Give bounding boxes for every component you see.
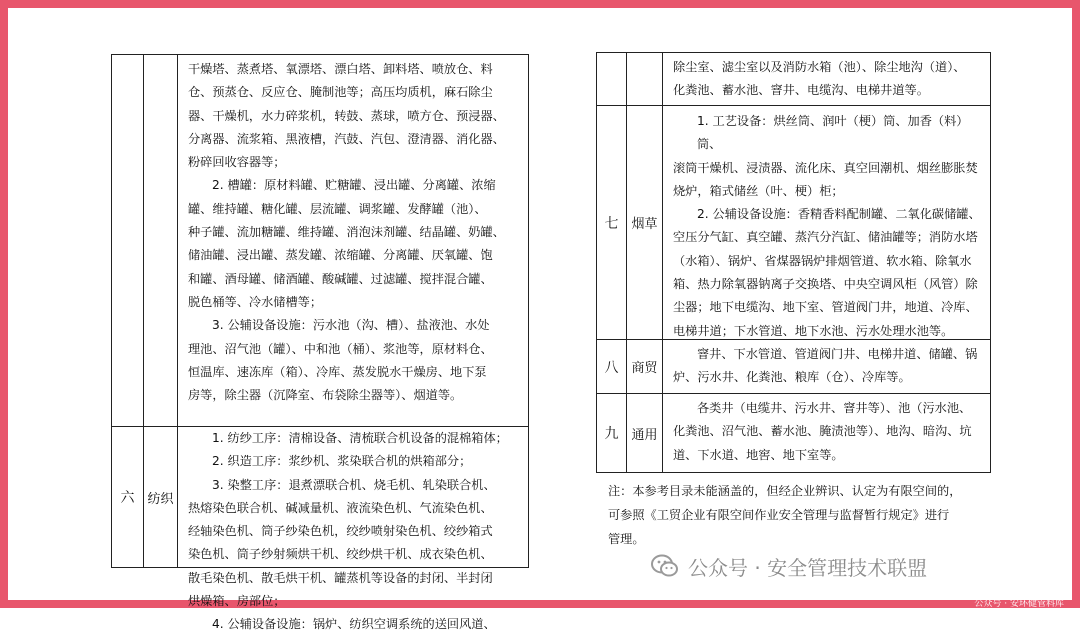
row-label-cell <box>627 106 663 339</box>
content-line: 恒温库、速冻库（箱）、冷库、蒸发脱水干燥房、地下泵 <box>188 364 487 379</box>
row-number: 六 <box>120 490 135 506</box>
content-line: 烧炉，箱式储丝（叶、梗）柜； <box>673 183 844 198</box>
content-line: 窨井、下水管道、管道阀门井、电梯井道、储罐、锅 <box>697 347 978 361</box>
content-line: 滚筒干燥机、浸渍器、流化床、真空回潮机、烟丝膨胀焚 <box>673 160 978 175</box>
row-number-cell <box>597 53 627 105</box>
content-line: 粉碎回收容器等； <box>188 155 286 170</box>
content-line: 房等，除尘器（沉降室、布袋除尘器等）、烟道等。 <box>188 388 463 403</box>
table-row-general <box>597 394 990 472</box>
row-label-cell <box>144 55 178 426</box>
content-line: 理池、沼气池（罐）、中和池（桶）、浆池等，原材料仓、 <box>188 341 493 356</box>
content-line: 2. 公辅设备设施：香精香料配制罐、二氧化碳储罐、 <box>697 207 981 222</box>
content-line: 化粪池、沼气池、蓄水池、腌渍池等）、地沟、暗沟、坑 <box>673 424 972 439</box>
left-table <box>111 54 529 632</box>
table-row <box>112 55 528 427</box>
content-line: 脱色桶等、冷水储槽等； <box>188 294 323 309</box>
row-label: 烟草 <box>631 217 658 232</box>
row-number: 九 <box>604 426 619 442</box>
row-label: 商贸 <box>631 361 658 376</box>
row-number: 七 <box>604 215 619 232</box>
content-line: 除尘室、滤尘室以及消防水箱（池）、除尘地沟（道）、 <box>673 60 966 74</box>
content-line: 分离器、流浆箱、黑液槽，汽鼓、汽包、澄清器、消化器、 <box>188 131 505 146</box>
row-content <box>178 427 528 632</box>
content-line: 和罐、酒母罐、储酒罐、酸碱罐、过滤罐、搅拌混合罐、 <box>188 271 493 286</box>
content-line: 热熔染色联合机、碱减量机、液流染色机、气流染色机、 <box>188 500 493 515</box>
content-line: 干燥塔、蒸煮塔、氧漂塔、漂白塔、卸料塔、喷放仓、料 <box>188 62 493 76</box>
row-label: 通用 <box>631 427 658 443</box>
wechat-icon <box>650 551 680 581</box>
content-line: 经轴染色机、筒子纱染色机，绞纱喷射染色机、绞纱箱式 <box>188 524 493 539</box>
content-line: 储油罐、浸出罐、蒸发罐、浓缩罐、分离罐、厌氧罐、饱 <box>188 248 493 263</box>
row-number-cell <box>112 55 144 426</box>
content-line: 4. 公辅设备设施：锅炉、纺织空调系统的送回风道、 <box>212 617 496 632</box>
content-line: 3. 公辅设备设施：污水池（沟、槽）、盐液池、水处 <box>212 318 490 333</box>
content-line: 烘燥箱、房部位； <box>188 594 286 609</box>
row-content <box>663 106 990 339</box>
content-line: 染色机、筒子纱射频烘干机、绞纱烘干机、成衣染色机、 <box>188 547 493 562</box>
row-number-cell <box>597 394 627 472</box>
footnote-line: 管理。 <box>608 532 645 546</box>
content-line: 2. 织造工序：浆纱机、浆染联合机的烘箱部分； <box>212 454 472 469</box>
content-line: 散毛染色机、散毛烘干机、罐蒸机等设备的封闭、半封闭 <box>188 570 493 585</box>
row-number-cell <box>112 427 144 567</box>
row-content <box>663 340 990 393</box>
row-number-cell <box>597 106 627 339</box>
row-label-cell <box>627 53 663 105</box>
footnote-line: 注：本参考目录未能涵盖的，但经企业辨识、认定为有限空间的， <box>608 484 962 498</box>
row-number-cell <box>597 340 627 393</box>
watermark-text: 公众号 · 安全管理技术联盟 <box>688 555 928 580</box>
row-label-cell <box>627 340 663 393</box>
content-line: 1. 工艺设备：烘丝筒、润叶（梗）筒、加香（料）筒、 <box>697 114 969 152</box>
content-line: 各类井（电缆井、污水井、窨井等）、池（污水池、 <box>697 401 972 415</box>
row-number: 八 <box>604 359 619 376</box>
content-line: 尘器；地下电缆沟、地下室、管道阀门井，地道、冷库、 <box>673 300 978 315</box>
content-line: 电梯井道；下水管道、地下水池、污水处理水池等。 <box>673 323 954 338</box>
footnote <box>608 479 988 551</box>
row-content <box>663 394 990 472</box>
row-label-cell <box>627 394 663 472</box>
footnote-line: 可参照《工贸企业有限空间作业安全管理与监督暂行规定》进行 <box>608 508 950 522</box>
content-line: 空压分气缸、真空罐、蒸汽分汽缸、储油罐等；消防水塔 <box>673 230 978 245</box>
right-table <box>596 52 991 473</box>
content-line: 仓、预蒸仓、反应仓、腌制池等；高压均质机，麻石除尘 <box>188 85 493 100</box>
table-row-textile <box>112 427 528 632</box>
content-line: 罐、维持罐、糖化罐、层流罐、调浆罐、发酵罐（池）、 <box>188 201 487 216</box>
content-line: 2. 槽罐：原材料罐、贮糖罐、浸出罐、分离罐、浓缩 <box>212 178 496 193</box>
table-row-commerce <box>597 340 990 394</box>
table-row-tobacco <box>597 106 990 340</box>
content-line: 箱、热力除氧器钠离子交换塔、中央空调风柜（风管）除 <box>673 277 978 292</box>
row-content <box>178 55 528 426</box>
row-label: 纺织 <box>147 491 174 507</box>
content-line: （水箱）、锅炉、省煤器锅炉排烟管道、软水箱、除氧水 <box>673 253 972 268</box>
content-line: 器、干燥机，水力碎浆机，转鼓、蒸球，喷方仓、预浸器、 <box>188 108 505 123</box>
content-line: 1. 纺纱工序：清棉设备、清梳联合机设备的混棉箱体； <box>212 431 508 445</box>
footer-tag: 公众号 · 安环健管料库 <box>970 600 1068 608</box>
content-line: 炉、污水井、化粪池、粮库（仓）、冷库等。 <box>673 370 911 385</box>
content-line: 种子罐、流加糖罐、维持罐、消泡沫剂罐、结晶罐、奶罐、 <box>188 225 505 240</box>
watermark <box>650 551 927 581</box>
content-line: 3. 染整工序：退煮漂联合机、烧毛机、轧染联合机、 <box>212 477 496 492</box>
content-line: 道、下水道、地窖、地下室等。 <box>673 447 844 462</box>
row-content <box>663 53 990 105</box>
row-label-cell <box>144 427 178 567</box>
table-row <box>597 53 990 106</box>
content-line: 化粪池、蓄水池、窨井、电缆沟、电梯井道等。 <box>673 83 929 98</box>
